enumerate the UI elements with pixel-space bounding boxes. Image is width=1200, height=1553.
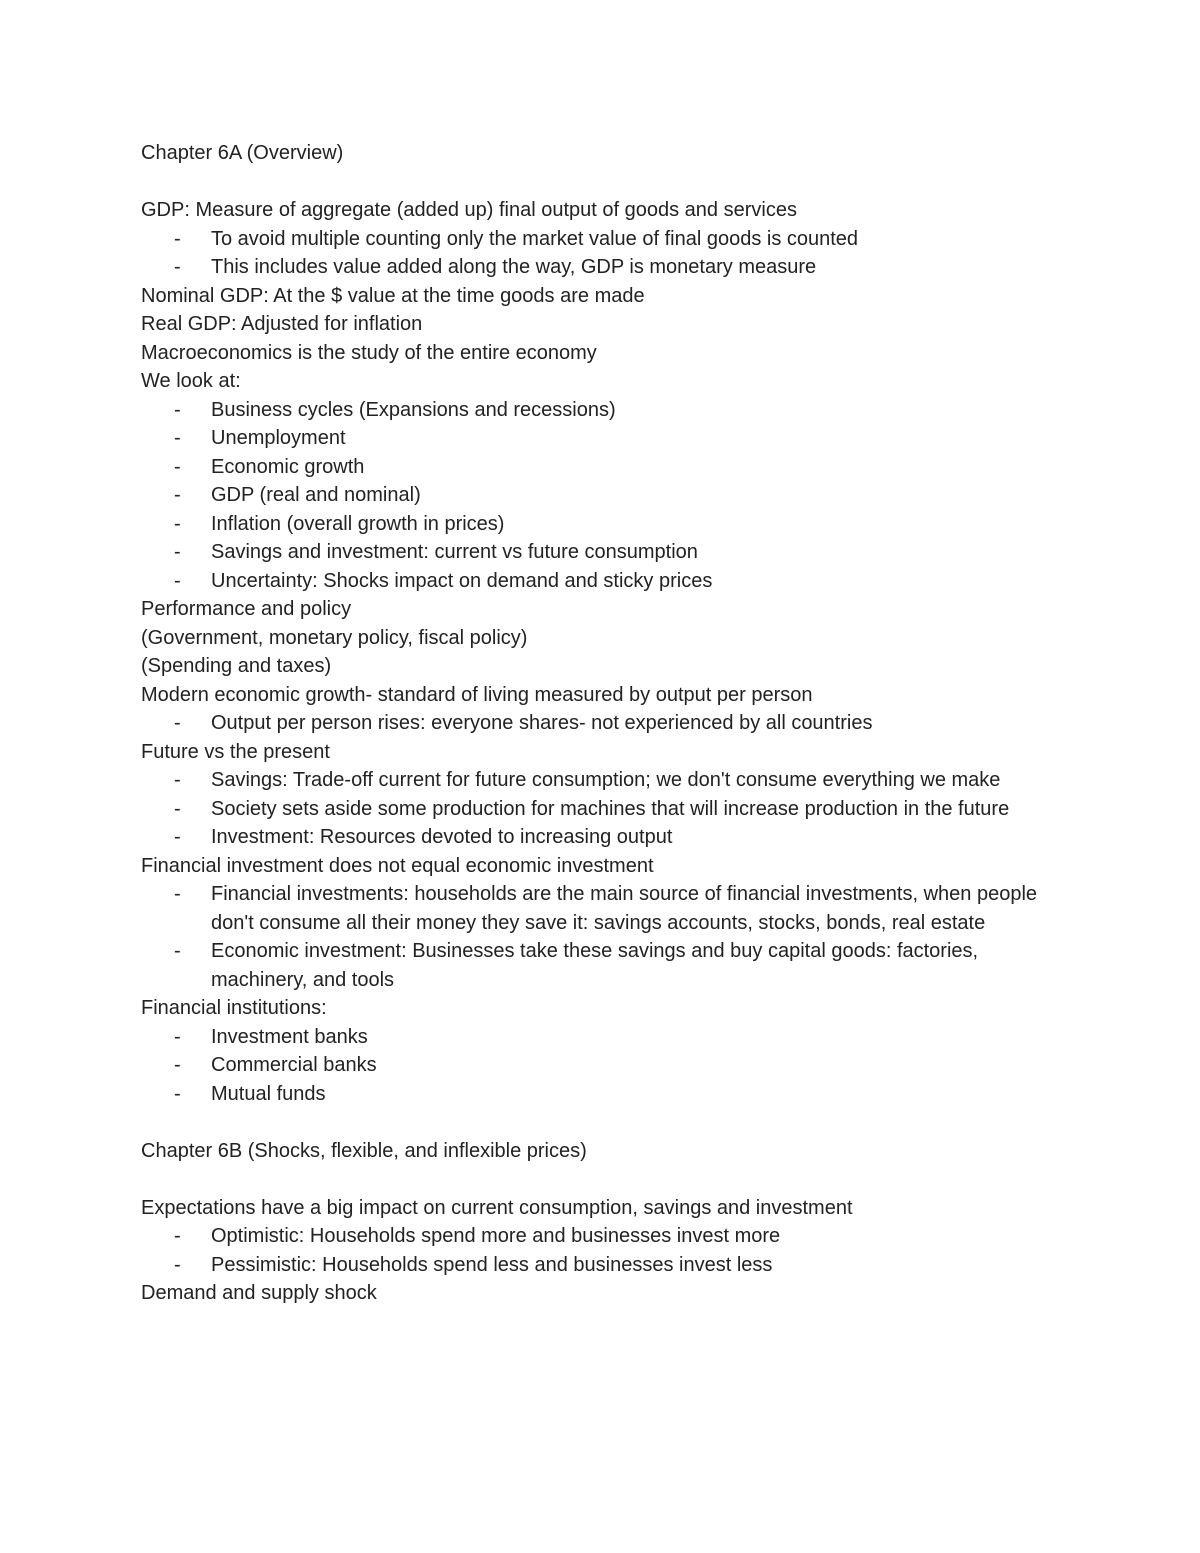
bullet-text: Savings: Trade-off current for future consumption; we don't consume everything we make [211,769,1001,791]
bullet-marker: - [174,569,181,592]
bullet-text: Business cycles (Expansions and recessions) [211,398,616,421]
bullet-marker: - [174,712,181,734]
text-line: Modern economic growth- standard of living measured by output per person [141,683,813,706]
blank-line [141,1165,1071,1194]
bullet-item [141,766,1071,795]
bullet-item [141,795,1071,824]
document-page [141,139,1071,1308]
text-line: (Government, monetary policy, fiscal policy) [141,626,528,649]
bullet-text: GDP (real and nominal) [211,484,421,506]
bullet-marker: - [174,1225,181,1247]
text-line: Demand and supply shock [141,1282,377,1304]
bullet-marker: - [174,256,181,278]
bullet-item [141,709,1071,738]
text-line: Macroeconomics is the study of the entire economy [141,341,597,364]
bullet-marker: - [174,455,181,478]
bullet-text: Investment banks [211,1025,368,1048]
bullet-text: Society sets aside some production for machines that will increase production in the future [211,797,1010,820]
bullet-item [141,880,1071,937]
blank-line [141,168,1071,197]
bullet-marker: - [174,427,181,449]
bullet-text: Output per person rises: everyone shares- not experienced by all countries [211,712,873,734]
bullet-item [141,253,1071,282]
bullet-marker: - [174,227,181,250]
bullet-item [141,225,1071,254]
bullet-marker: - [174,512,181,535]
bullet-marker: - [174,1054,181,1076]
text-line: Expectations have a big impact on current consumption, savings and investment [141,1196,853,1219]
text-line: Financial institutions: [141,997,327,1019]
bullet-marker: - [174,398,181,421]
bullet-text: Economic growth [211,455,365,478]
chapter-heading: Chapter 6A (Overview) [141,142,344,164]
bullet-marker: - [174,940,181,962]
bullet-marker: - [174,1025,181,1048]
bullet-item [141,1023,1071,1052]
text-line: Financial investment does not equal economic investment [141,854,654,877]
bullet-marker: - [174,769,181,791]
text-line: Nominal GDP: At the $ value at the time goods are made [141,284,645,307]
bullet-text: Commercial banks [211,1054,377,1076]
text-line: GDP: Measure of aggregate (added up) final output of goods and services [141,199,797,221]
bullet-item [141,1222,1071,1251]
bullet-item [141,510,1071,539]
chapter-heading: Chapter 6B (Shocks, flexible, and inflexible prices) [141,1139,587,1162]
bullet-marker: - [174,883,181,905]
bullet-item [141,1251,1071,1280]
bullet-item [141,396,1071,425]
bullet-text: This includes value added along the way, GDP is monetary measure [211,256,817,278]
bullet-item [141,424,1071,453]
bullet-marker: - [174,541,181,563]
bullet-text: Financial investments: households are the main source of financial investments, when people don't consume all their money they save it: savings accounts, stocks, bonds, real estate [211,883,1038,934]
bullet-item [141,538,1071,567]
bullet-text: Inflation (overall growth in prices) [211,512,505,535]
bullet-text: Optimistic: Households spend more and businesses invest more [211,1225,781,1247]
bullet-text: Investment: Resources devoted to increasing output [211,826,673,848]
text-line: Future vs the present [141,740,330,763]
text-line: Performance and policy [141,598,352,620]
text-line: (Spending and taxes) [141,655,332,677]
bullet-text: Pessimistic: Households spend less and businesses invest less [211,1253,773,1276]
bullet-text: Uncertainty: Shocks impact on demand and sticky prices [211,569,713,592]
bullet-marker: - [174,826,181,848]
bullet-marker: - [174,1082,181,1105]
bullet-marker: - [174,797,181,820]
bullet-text: Mutual funds [211,1082,326,1105]
bullet-text: To avoid multiple counting only the market value of final goods is counted [211,227,859,250]
bullet-text: Savings and investment: current vs future consumption [211,541,698,563]
bullet-item [141,453,1071,482]
text-line: Real GDP: Adjusted for inflation [141,313,423,335]
bullet-marker: - [174,484,181,506]
bullet-text: Economic investment: Businesses take these savings and buy capital goods: factories, machinery, and tools [211,940,979,991]
bullet-item [141,1080,1071,1109]
bullet-item [141,567,1071,596]
bullet-item [141,937,1071,994]
blank-line [141,1108,1071,1137]
bullet-item [141,1051,1071,1080]
bullet-item [141,481,1071,510]
bullet-text: Unemployment [211,427,346,449]
text-line: We look at: [141,370,241,392]
bullet-marker: - [174,1253,181,1276]
bullet-item [141,823,1071,852]
